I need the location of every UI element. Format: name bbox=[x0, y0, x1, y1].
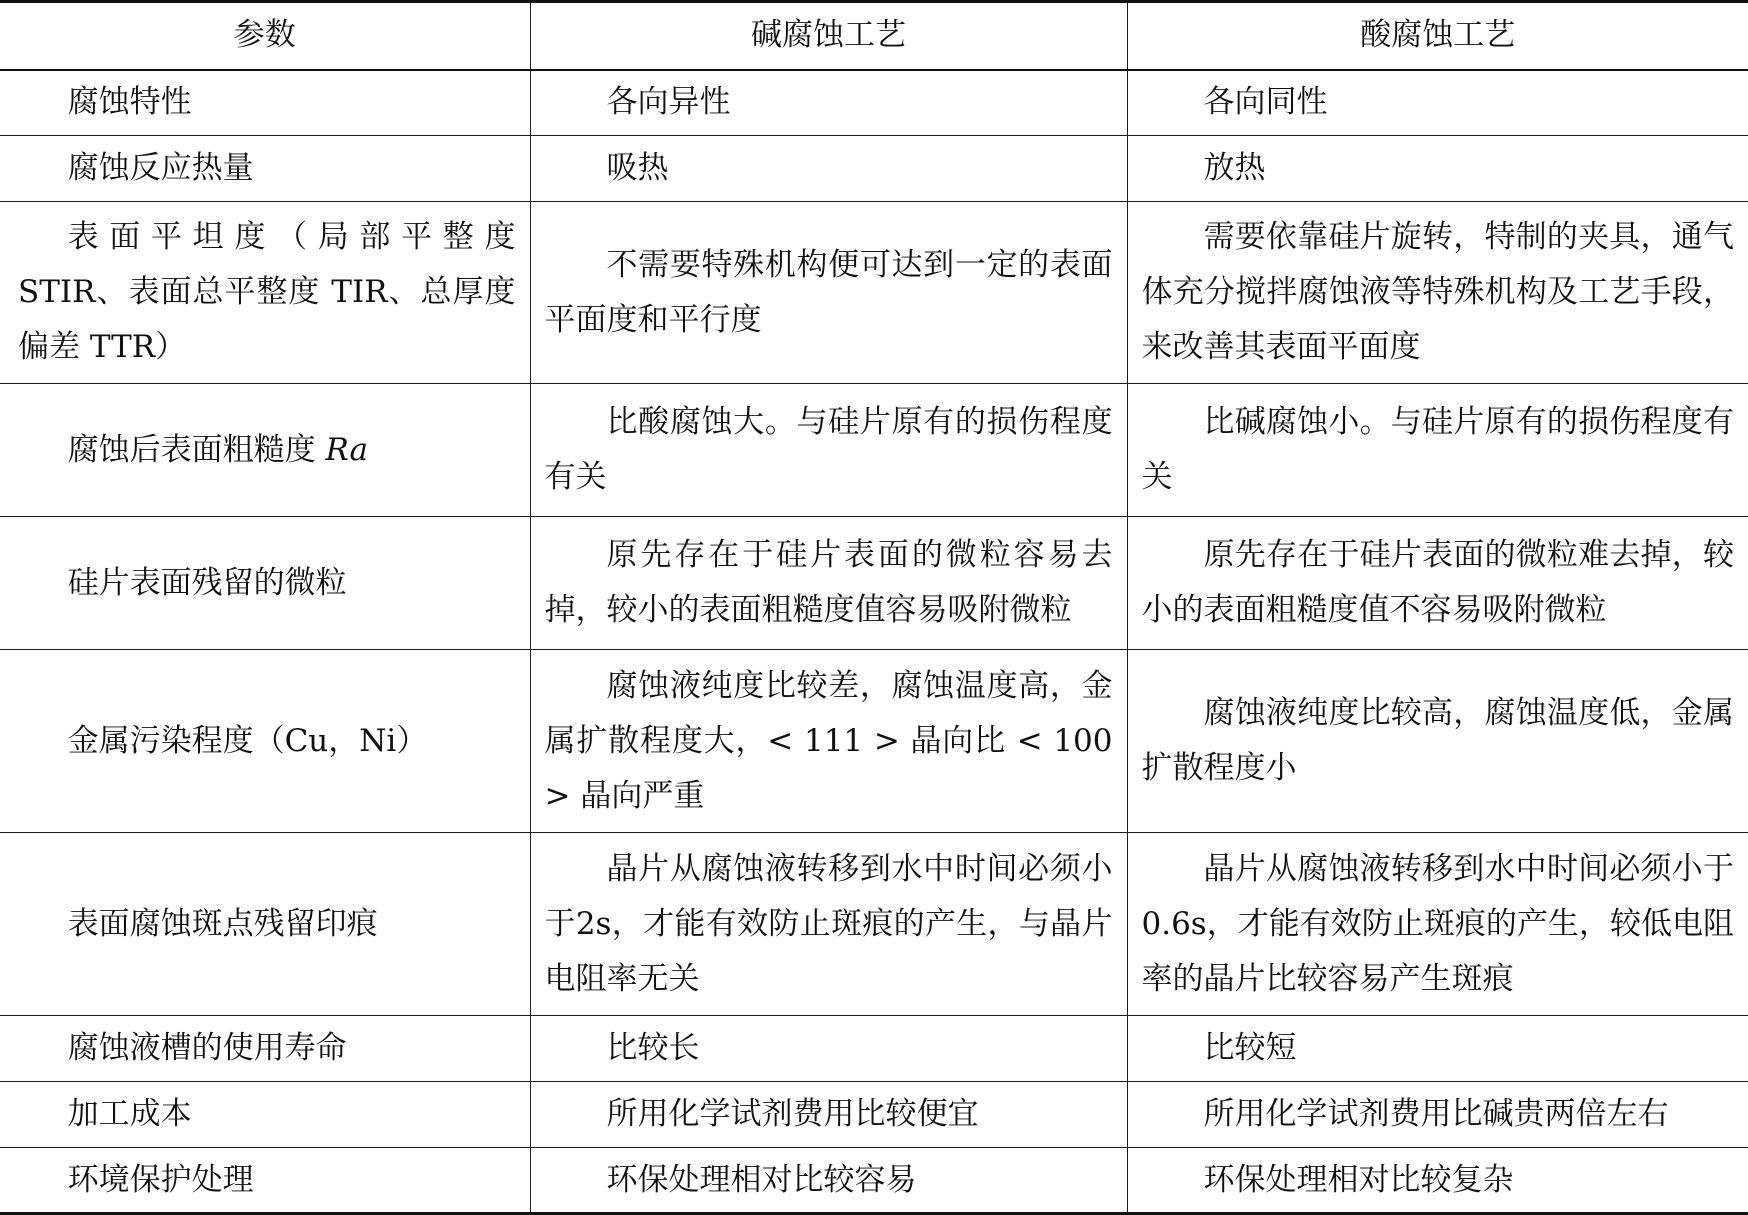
header-alkali: 碱腐蚀工艺 bbox=[530, 2, 1127, 70]
alkali-cell: 吸热 bbox=[530, 136, 1127, 202]
table-row bbox=[0, 833, 1748, 1016]
alkali-cell: 腐蚀液纯度比较差，腐蚀温度高，金属扩散程度大，< 111 > 晶向比 < 100 > 晶向严重 bbox=[530, 650, 1127, 833]
alkali-cell: 晶片从腐蚀液转移到水中时间必须小于2s，才能有效防止斑痕的产生，与晶片电阻率无关 bbox=[530, 833, 1127, 1016]
acid-cell: 晶片从腐蚀液转移到水中时间必须小于0.6s，才能有效防止斑痕的产生，较低电阻率的晶片比较容易产生斑痕 bbox=[1127, 833, 1748, 1016]
param-cell: 金属污染程度（Cu，Ni） bbox=[0, 650, 530, 833]
table-row bbox=[0, 202, 1748, 384]
acid-cell: 比较短 bbox=[1127, 1016, 1748, 1082]
param-cell: 表面平坦度（局部平整度 STIR、表面总平整度 TIR、总厚度偏差 TTR） bbox=[0, 202, 530, 384]
table-row bbox=[0, 1082, 1748, 1148]
acid-cell: 放热 bbox=[1127, 136, 1748, 202]
alkali-cell: 不需要特殊机构便可达到一定的表面平面度和平行度 bbox=[530, 202, 1127, 384]
param-cell: 环境保护处理 bbox=[0, 1148, 530, 1214]
param-cell: 腐蚀液槽的使用寿命 bbox=[0, 1016, 530, 1082]
acid-cell: 各向同性 bbox=[1127, 70, 1748, 136]
alkali-cell: 环保处理相对比较容易 bbox=[530, 1148, 1127, 1214]
param-cell: 腐蚀反应热量 bbox=[0, 136, 530, 202]
acid-cell: 所用化学试剂费用比碱贵两倍左右 bbox=[1127, 1082, 1748, 1148]
alkali-cell: 所用化学试剂费用比较便宜 bbox=[530, 1082, 1127, 1148]
acid-cell: 需要依靠硅片旋转，特制的夹具，通气体充分搅拌腐蚀液等特殊机构及工艺手段，来改善其表面平面度 bbox=[1127, 202, 1748, 384]
param-variable: Ra bbox=[325, 431, 368, 468]
table-row bbox=[0, 517, 1748, 650]
header-acid: 酸腐蚀工艺 bbox=[1127, 2, 1748, 70]
table-row bbox=[0, 136, 1748, 202]
param-cell: 腐蚀特性 bbox=[0, 70, 530, 136]
alkali-cell: 各向异性 bbox=[530, 70, 1127, 136]
table-row bbox=[0, 650, 1748, 833]
table-header-row bbox=[0, 2, 1748, 70]
table-row bbox=[0, 1016, 1748, 1082]
table-row bbox=[0, 70, 1748, 136]
param-cell bbox=[0, 384, 530, 517]
acid-cell: 腐蚀液纯度比较高，腐蚀温度低，金属扩散程度小 bbox=[1127, 650, 1748, 833]
acid-cell: 比碱腐蚀小。与硅片原有的损伤程度有关 bbox=[1127, 384, 1748, 517]
acid-cell: 原先存在于硅片表面的微粒难去掉，较小的表面粗糙度值不容易吸附微粒 bbox=[1127, 517, 1748, 650]
table-row bbox=[0, 384, 1748, 517]
param-cell: 硅片表面残留的微粒 bbox=[0, 517, 530, 650]
param-cell: 表面腐蚀斑点残留印痕 bbox=[0, 833, 530, 1016]
header-param: 参数 bbox=[0, 2, 530, 70]
param-text: 腐蚀后表面粗糙度 bbox=[67, 431, 326, 468]
alkali-cell: 原先存在于硅片表面的微粒容易去掉，较小的表面粗糙度值容易吸附微粒 bbox=[530, 517, 1127, 650]
table-row bbox=[0, 1148, 1748, 1214]
param-cell: 加工成本 bbox=[0, 1082, 530, 1148]
alkali-cell: 比较长 bbox=[530, 1016, 1127, 1082]
alkali-cell: 比酸腐蚀大。与硅片原有的损伤程度有关 bbox=[530, 384, 1127, 517]
acid-cell: 环保处理相对比较复杂 bbox=[1127, 1148, 1748, 1214]
